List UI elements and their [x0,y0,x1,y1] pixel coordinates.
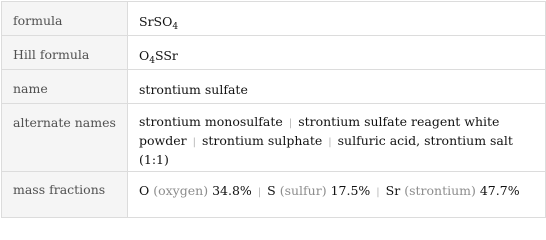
separator: | [376,187,380,198]
value-alternate-names [128,104,545,171]
label-name: name [2,70,128,103]
properties-table [1,1,546,218]
alt-name: strontium sulfate reagent white powder [139,114,500,148]
formula-main: SrSO [139,14,173,29]
mass-percent: 34.8% [212,183,252,198]
mass-symbol: S [267,183,276,198]
separator: | [328,137,332,148]
alt-name: strontium monosulfate [139,114,283,129]
value-formula [128,2,545,35]
separator: | [192,137,196,148]
value-hill-formula [128,36,545,69]
hill-subscript: 4 [149,56,155,66]
alt-name: strontium sulphate [201,133,323,148]
value-name: strontium sulfate [139,82,248,97]
row-alternate-names [2,104,545,172]
label-hill-formula: Hill formula [2,36,128,69]
mass-element-name: (sulfur) [279,183,327,198]
value-mass-fractions [128,172,545,217]
mass-element-name: (oxygen) [153,183,209,198]
mass-symbol: O [139,183,150,198]
row-name [2,70,545,104]
label-alternate-names: alternate names [2,104,128,171]
hill-part-2: SSr [154,48,178,63]
row-formula [2,2,545,36]
row-hill-formula [2,36,545,70]
label-mass-fractions: mass fractions [2,172,128,217]
label-formula: formula [2,2,128,35]
mass-element-name: (strontium) [404,183,476,198]
mass-percent: 17.5% [330,183,371,198]
row-mass-fractions [2,172,545,217]
separator: | [257,187,262,198]
hill-part-1: O [139,48,150,63]
alt-name: sulfuric acid, strontium salt (1:1) [139,133,513,167]
mass-symbol: Sr [385,183,401,198]
separator: | [288,118,293,129]
mass-percent: 47.7% [479,183,520,198]
formula-subscript: 4 [172,22,179,32]
